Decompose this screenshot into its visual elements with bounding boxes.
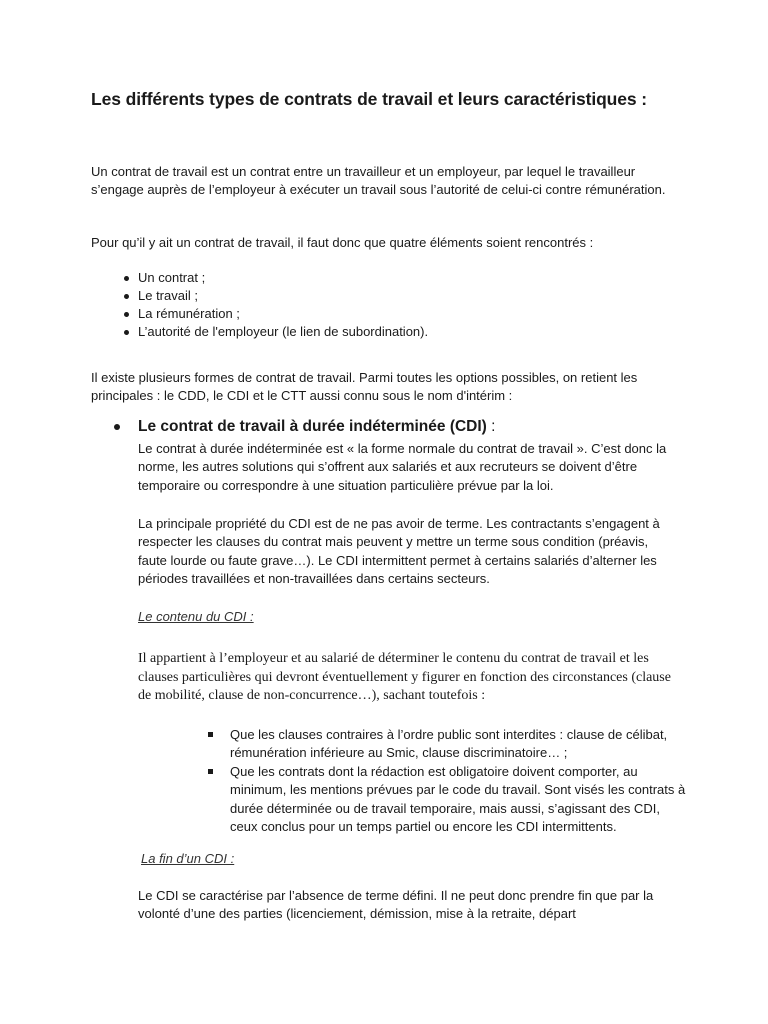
list-item: Le travail ; xyxy=(123,287,683,305)
cdi-paragraph-property: La principale propriété du CDI est de ne pas avoir de terme. Les contractants s’engagent à respecter les clauses du contrat mais peuvent y mettre un terme sous condition (préavis, faute lourde ou faute grave…). Le CDI intermittent permet à certains salariés d’alterner les périodes travaillées et non-travaillées dans certains secteurs. xyxy=(138,516,660,586)
fin-paragraph: Le CDI se caractérise par l’absence de terme défini. Il ne peut donc prendre fin que par la volonté d’une des parties (licenciement, démission, mise à la retraite, départ xyxy=(138,888,654,922)
section-heading-cdi-suffix: : xyxy=(486,418,496,435)
section-heading-cdi-text: Le contrat de travail à durée indéterminée (CDI) xyxy=(138,418,487,435)
square-bullet xyxy=(208,732,213,737)
list-item: Un contrat ; xyxy=(123,269,683,287)
list-item: L’autorité de l'employeur (le lien de subordination). xyxy=(123,323,683,341)
document-title: Les différents types de contrats de travail et leurs caractéristiques : xyxy=(91,89,648,109)
sub-list-item-redaction: Que les contrats dont la rédaction est obligatoire doivent comporter, au minimum, les mentions prévues par le code du travail. Sont visés les contrats à durée déterminée ou de travail temporaire, mais aussi, s’agissant des CDI, ceux conclus pour un temps partiel ou encore les CDI intermittents. xyxy=(230,764,686,834)
section-heading-cdi xyxy=(138,417,698,437)
subheading-contenu-cdi: Le contenu du CDI : xyxy=(138,609,254,624)
cdi-paragraph-definition: Le contrat à durée indéterminée est « la forme normale du contrat de travail ». C’est donc la norme, les autres solutions qui s’offrent aux salariés et aux recruteurs se doivent d’être temporaire ou correspondre à une situation particulière prévue par la loi. xyxy=(138,441,667,493)
sub-list-item-clauses: Que les clauses contraires à l’ordre public sont interdites : clause de célibat, rémunération inférieure au Smic, clause discriminatoire… ; xyxy=(230,727,668,761)
section-bullet xyxy=(114,424,120,430)
square-bullet xyxy=(208,769,213,774)
intro-paragraph-forms: Il existe plusieurs formes de contrat de travail. Parmi toutes les options possibles, on retient les principales : le CDD, le CDI et le CTT aussi connu sous le nom d'intérim : xyxy=(91,370,638,404)
contenu-paragraph: Il appartient à l’employeur et au salarié de déterminer le contenu du contrat de travail et les clauses particulières qui devront éventuellement y figurer en fonction des circonstances (clause de mobilité, clause de non-concurrence…), sachant toutefois : xyxy=(138,651,671,703)
intro-paragraph-definition: Un contrat de travail est un contrat entre un travailleur et un employeur, par lequel le travailleur s’engage auprès de l’employeur à exécuter un travail sous l’autorité de celui-ci contre rémunération. xyxy=(91,164,666,198)
conditions-list xyxy=(123,269,683,341)
list-item: La rémunération ; xyxy=(123,305,683,323)
intro-paragraph-conditions: Pour qu’il y ait un contrat de travail, il faut donc que quatre éléments soient rencontrés : xyxy=(91,235,594,250)
subheading-fin-cdi: La fin d’un CDI : xyxy=(141,851,235,866)
